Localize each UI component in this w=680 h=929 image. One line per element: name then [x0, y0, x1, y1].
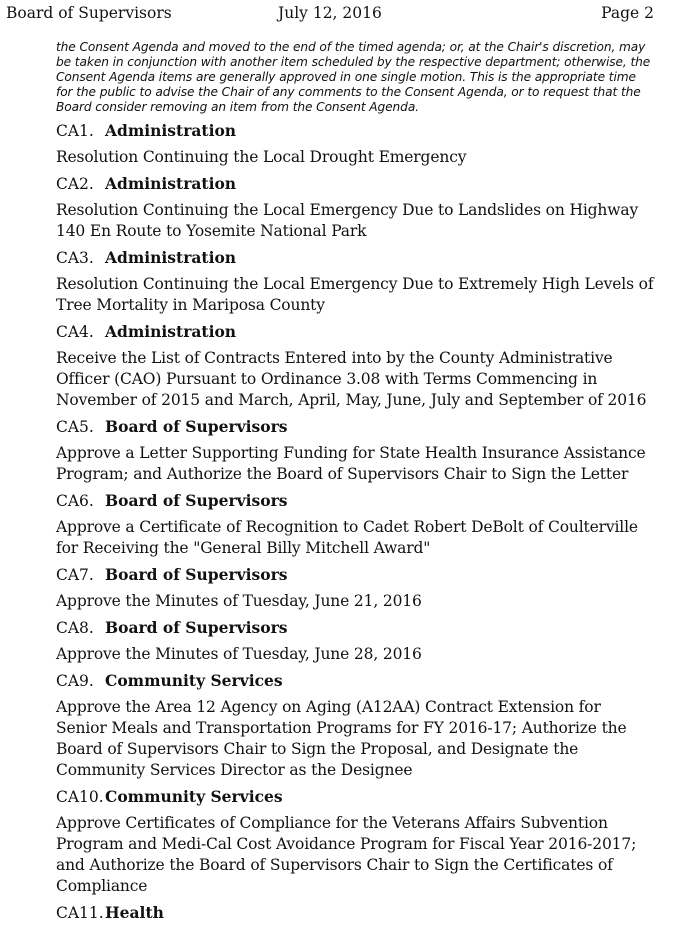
agenda-item-department: Board of Supervisors: [105, 417, 288, 436]
agenda-item-ca1: [56, 121, 656, 168]
agenda-item-number: CA10.: [56, 788, 104, 806]
agenda-item-ca5: [56, 417, 656, 485]
agenda-item-department: Administration: [105, 248, 237, 267]
agenda-item-description: Approve the Minutes of Tuesday, June 28, 2016: [56, 645, 422, 663]
agenda-item-ca6: [56, 491, 656, 559]
agenda-item-heading: [56, 491, 656, 511]
agenda-item-heading: [56, 248, 656, 268]
agenda-item-ca8: [56, 618, 656, 665]
agenda-item-department: Board of Supervisors: [105, 565, 288, 584]
agenda-item-number: CA1.: [56, 122, 94, 140]
agenda-item-description: Receive the List of Contracts Entered into by the County Administrative Officer (CAO) Pursuant to Ordinance 3.08 with Terms Commencing in November of 2015 and March, April, May, June, July and September of 2016: [56, 349, 647, 409]
page-header: [6, 4, 654, 24]
agenda-item-ca4: [56, 322, 656, 411]
agenda-item-heading: [56, 121, 656, 141]
agenda-item-department: Administration: [105, 322, 237, 341]
agenda-item-heading: [56, 903, 656, 923]
agenda-item-ca2: [56, 174, 656, 242]
agenda-item-ca10: [56, 787, 656, 897]
agenda-item-heading: [56, 565, 656, 585]
agenda-item-description: Resolution Continuing the Local Emergency Due to Extremely High Levels of Tree Mortality in Mariposa County: [56, 275, 654, 314]
agenda-item-heading: [56, 671, 656, 691]
agenda-item-description: Resolution Continuing the Local Drought Emergency: [56, 148, 467, 166]
agenda-item-description: Approve a Letter Supporting Funding for State Health Insurance Assistance Program; and Authorize the Board of Supervisors Chair to Sign the Letter: [56, 444, 646, 483]
agenda-item-department: Community Services: [105, 787, 283, 806]
agenda-item-description: Approve a Certificate of Recognition to Cadet Robert DeBolt of Coulterville for Receiving the "General Billy Mitchell Award": [56, 518, 638, 557]
agenda-item-heading: [56, 322, 656, 342]
agenda-item-department: Community Services: [105, 671, 283, 690]
consent-agenda-intro: the Consent Agenda and moved to the end of the timed agenda; or, at the Chair's discretion, may be taken in conjunction with another item scheduled by the respective department; otherwise, the Consent Agenda items are generally approved in one single motion. This is the appropriate time for the public to advise the Chair of any comments to the Consent Agenda, or to request that the Board consider removing an item from the Consent Agenda.: [56, 40, 651, 114]
agenda-item-heading: [56, 787, 656, 807]
header-board-name: Board of Supervisors: [6, 4, 172, 22]
agenda-item-description: Approve the Minutes of Tuesday, June 21, 2016: [56, 592, 422, 610]
agenda-item-ca3: [56, 248, 656, 316]
agenda-item-ca7: [56, 565, 656, 612]
agenda-item-heading: [56, 174, 656, 194]
agenda-item-number: CA9.: [56, 672, 94, 690]
agenda-item-description: Resolution Continuing the Local Emergency Due to Landslides on Highway 140 En Route to Yosemite National Park: [56, 201, 639, 240]
agenda-item-heading: [56, 618, 656, 638]
agenda-item-department: Board of Supervisors: [105, 491, 288, 510]
agenda-item-description: Approve the Area 12 Agency on Aging (A12AA) Contract Extension for Senior Meals and Transportation Programs for FY 2016-17; Authorize the Board of Supervisors Chair to Sign the Proposal, and Designate the Community Services Director as the Designee: [56, 698, 627, 779]
agenda-item-ca11: [56, 903, 656, 923]
agenda-item-number: CA7.: [56, 566, 94, 584]
agenda-item-number: CA5.: [56, 418, 94, 436]
agenda-item-number: CA8.: [56, 619, 94, 637]
agenda-item-department: Health: [105, 903, 164, 922]
agenda-item-number: CA3.: [56, 249, 94, 267]
header-page-number: Page 2: [601, 4, 654, 22]
agenda-item-heading: [56, 417, 656, 437]
header-date: July 12, 2016: [278, 4, 382, 22]
agenda-item-department: Board of Supervisors: [105, 618, 288, 637]
agenda-item-number: CA11.: [56, 904, 104, 922]
agenda-item-description: Approve Certificates of Compliance for the Veterans Affairs Subvention Program and Medi-Cal Cost Avoidance Program for Fiscal Year 2016-2017; and Authorize the Board of Supervisors Chair to Sign the Certificates of Compliance: [56, 814, 637, 895]
agenda-item-ca9: [56, 671, 656, 781]
agenda-item-department: Administration: [105, 174, 237, 193]
agenda-item-number: CA2.: [56, 175, 94, 193]
consent-agenda: [56, 40, 656, 929]
agenda-item-number: CA6.: [56, 492, 94, 510]
agenda-item-number: CA4.: [56, 323, 94, 341]
agenda-item-department: Administration: [105, 121, 237, 140]
